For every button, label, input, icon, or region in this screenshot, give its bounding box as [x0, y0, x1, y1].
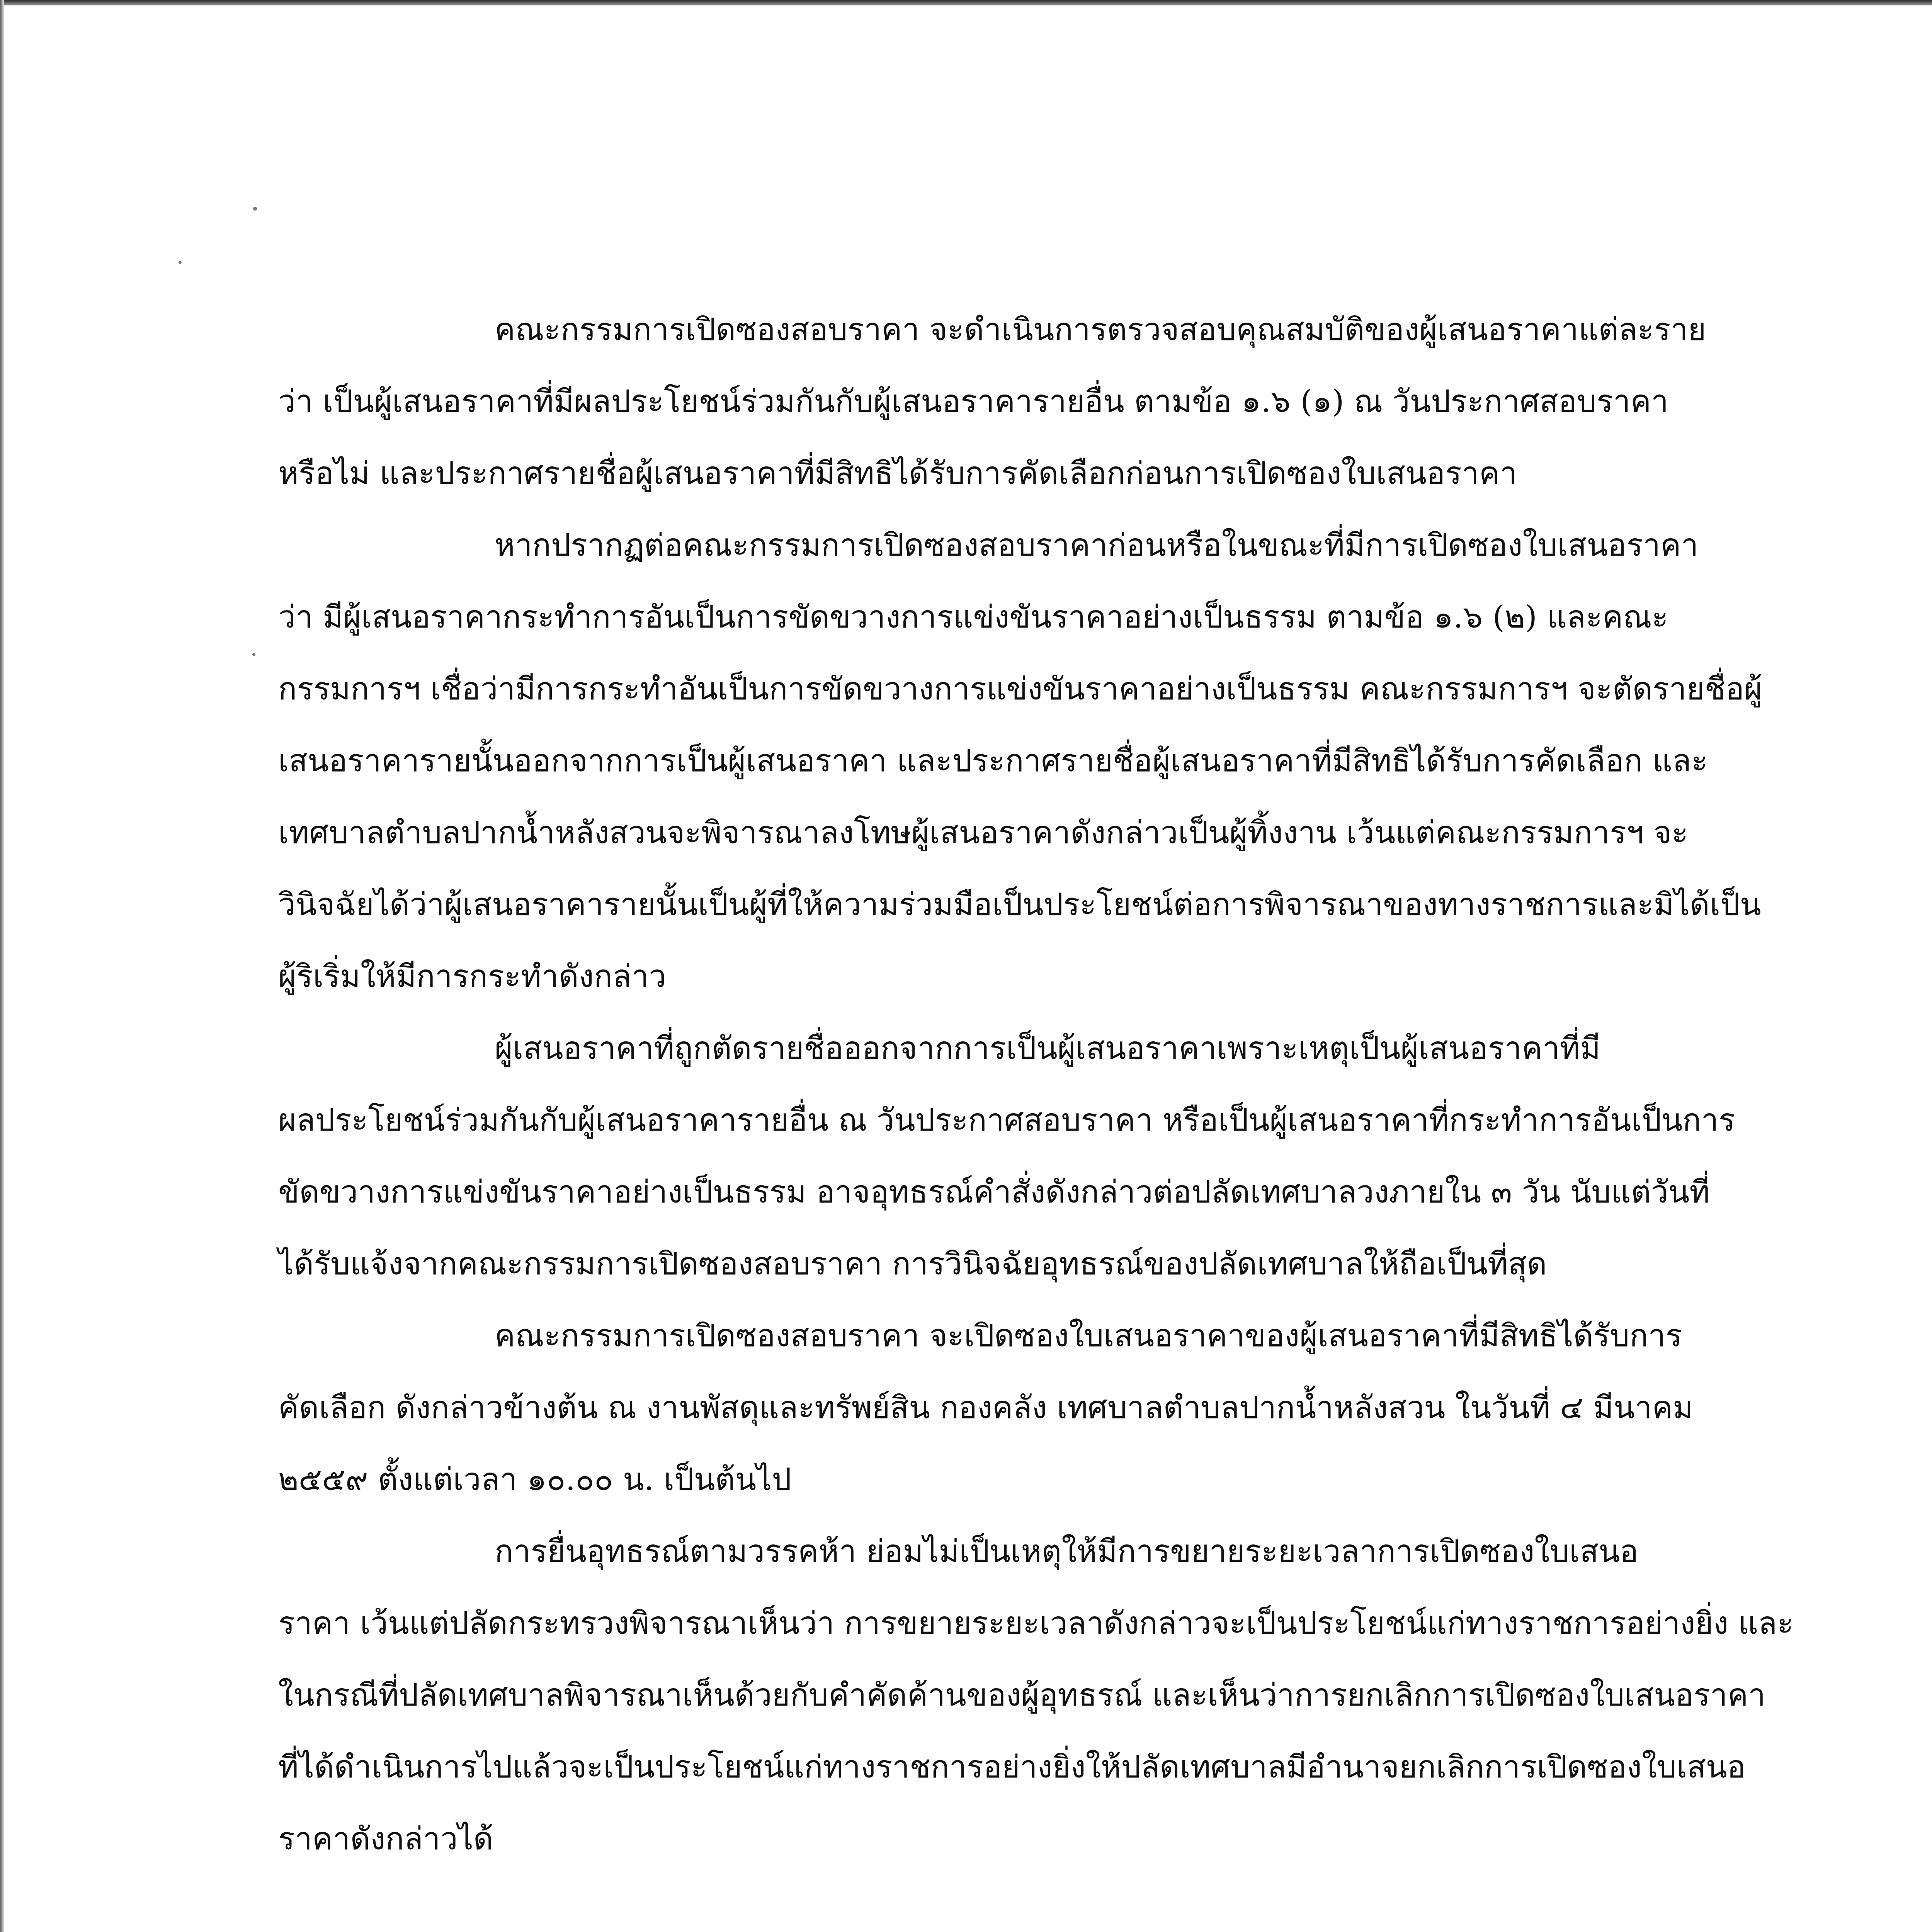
text-line: ราคา เว้นแต่ปลัดกระทรวงพิจารณาเห็นว่า การขยายระยะเวลาดังกล่าวจะเป็นประโยชน์แก่ทางราชการอย่างยิ่ง และ	[278, 1605, 1794, 1641]
document-page	[278, 294, 1816, 1932]
text-line: ขัดขวางการแข่งขันราคาอย่างเป็นธรรม อาจอุทธรณ์คำสั่งดังกล่าวต่อปลัดเทศบาลวงภายใน ๓ วัน นับแต่วันที่	[278, 1174, 1710, 1210]
text-line: หรือไม่ และประกาศรายชื่อผู้เสนอราคาที่มีสิทธิได้รับการคัดเลือกก่อนการเปิดซองใบเสนอราคา	[278, 455, 1517, 491]
paragraph	[278, 509, 1816, 1012]
text-line: ผู้เสนอราคาที่ถูกตัดรายชื่อออกจากการเป็นผู้เสนอราคาเพราะเหตุเป็นผู้เสนอราคาที่มี	[495, 1030, 1601, 1066]
text-line: หากปรากฏต่อคณะกรรมการเปิดซองสอบราคาก่อนหรือในขณะที่มีการเปิดซองใบเสนอราคา	[495, 527, 1699, 563]
text-line: ได้รับแจ้งจากคณะกรรมการเปิดซองสอบราคา การวินิจฉัยอุทธรณ์ของปลัดเทศบาลให้ถือเป็นที่สุด	[278, 1246, 1547, 1282]
scan-speck	[253, 207, 257, 211]
text-line: ๒๕๕๙ ตั้งแต่เวลา ๑๐.๐๐ น. เป็นต้นไป	[278, 1461, 792, 1497]
text-line: ว่า มีผู้เสนอราคากระทำการอันเป็นการขัดขวางการแข่งขันราคาอย่างเป็นธรรม ตามข้อ ๑.๖ (๒) และคณะ	[278, 599, 1668, 635]
text-line: ผู้ริเริ่มให้มีการกระทำดังกล่าว	[278, 958, 667, 994]
text-line: ที่ได้ดำเนินการไปแล้วจะเป็นประโยชน์แก่ทางราชการอย่างยิ่งให้ปลัดเทศบาลมีอำนาจยกเลิกการเปิดซองใบเสนอ	[278, 1749, 1746, 1785]
text-line: คัดเลือก ดังกล่าวข้างต้น ณ งานพัสดุและทรัพย์สิน กองคลัง เทศบาลตำบลปากน้ำหลังสวน ในวันที่ ๔ มีนาคม	[278, 1389, 1693, 1425]
text-line: วินิจฉัยได้ว่าผู้เสนอราคารายนั้นเป็นผู้ที่ให้ความร่วมมือเป็นประโยชน์ต่อการพิจารณาของทางราชการและมิได้เป็น	[278, 886, 1761, 922]
paragraph	[278, 294, 1816, 509]
text-line: คณะกรรมการเปิดซองสอบราคา จะดำเนินการตรวจสอบคุณสมบัติของผู้เสนอราคาแต่ละราย	[495, 311, 1706, 347]
text-line: คณะกรรมการเปิดซองสอบราคา จะเปิดซองใบเสนอราคาของผู้เสนอราคาที่มีสิทธิได้รับการ	[495, 1318, 1682, 1354]
text-line: ว่า เป็นผู้เสนอราคาที่มีผลประโยชน์ร่วมกันกับผู้เสนอราคารายอื่น ตามข้อ ๑.๖ (๑) ณ วันประกาศสอบราคา	[278, 383, 1669, 419]
text-line: เทศบาลตำบลปากน้ำหลังสวนจะพิจารณาลงโทษผู้เสนอราคาดังกล่าวเป็นผู้ทิ้งงาน เว้นแต่คณะกรรมการฯ จะ	[278, 815, 1689, 850]
paragraph	[278, 1300, 1816, 1515]
text-line: ราคาดังกล่าวได้	[278, 1821, 493, 1857]
text-line: กรรมการฯ เชื่อว่ามีการกระทำอันเป็นการขัดขวางการแข่งขันราคาอย่างเป็นธรรม คณะกรรมการฯ จะตัดรายชื่อผู้	[278, 671, 1762, 707]
text-line: การยื่นอุทธรณ์ตามวรรคห้า ย่อมไม่เป็นเหตุให้มีการขยายระยะเวลาการเปิดซองใบเสนอ	[495, 1533, 1638, 1569]
scan-edge-top	[0, 0, 1932, 5]
paragraph	[278, 1012, 1816, 1300]
text-line: ในกรณีที่ปลัดเทศบาลพิจารณาเห็นด้วยกับคำคัดค้านของผู้อุทธรณ์ และเห็นว่าการยกเลิกการเปิดซองใบเสนอราคา	[278, 1677, 1766, 1713]
scan-speck	[179, 261, 182, 264]
scan-speck	[252, 653, 255, 656]
scan-edge-left	[0, 0, 4, 1932]
section-spacer	[278, 1875, 1816, 1932]
paragraph	[278, 1515, 1816, 1875]
text-line: เสนอราคารายนั้นออกจากการเป็นผู้เสนอราคา และประกาศรายชื่อผู้เสนอราคาที่มีสิทธิได้รับการคัดเลือก และ	[278, 743, 1708, 779]
text-line: ผลประโยชน์ร่วมกันกับผู้เสนอราคารายอื่น ณ วันประกาศสอบราคา หรือเป็นผู้เสนอราคาที่กระทำการอันเป็นการ	[278, 1102, 1735, 1138]
